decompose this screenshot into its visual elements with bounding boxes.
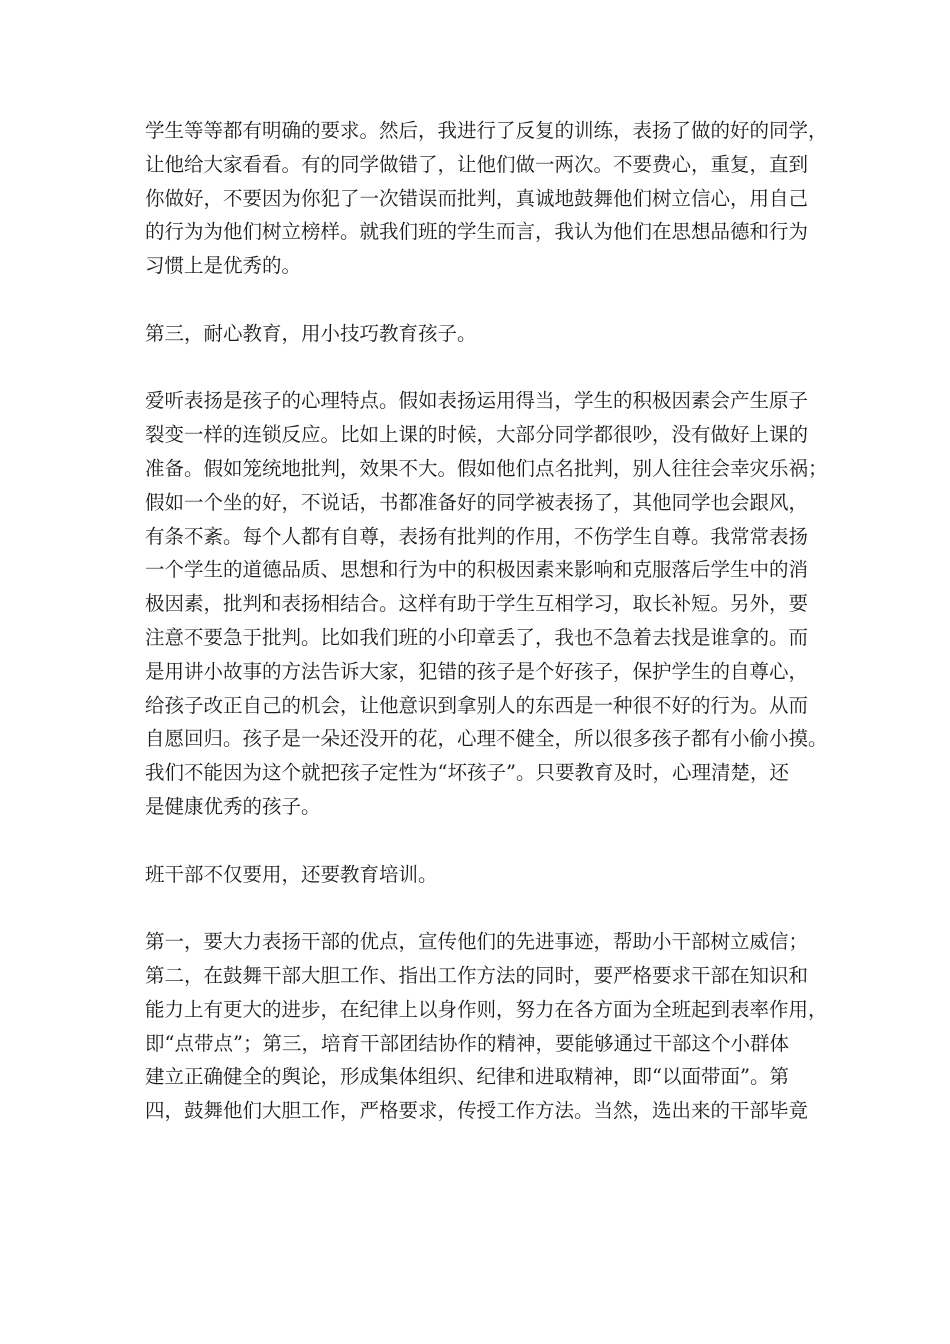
paragraph-praise-training <box>145 114 828 283</box>
text-line: 学生等等都有明确的要求。然后，我进行了反复的训练，表扬了做的好的同学， <box>145 119 828 142</box>
text-line: 假如一个坐的好，不说话，书都准备好的同学被表扬了，其他同学也会跟风， <box>145 490 809 514</box>
text-line: 爱听表扬是孩子的心理特点。假如表扬运用得当，学生的积极因素会产生原子 <box>145 389 809 413</box>
text-line: 班干部不仅要用，还要教育培训。 <box>145 862 438 886</box>
text-line: 极因素，批判和表扬相结合。这样有助于学生互相学习，取长补短。另外，要 <box>145 592 809 616</box>
text-line: 能力上有更大的进步，在纪律上以身作则，努力在各方面为全班起到表率作用， <box>145 997 828 1021</box>
text-line: 注意不要急于批判。比如我们班的小印章丢了，我也不急着去找是谁拿的。而 <box>145 625 809 649</box>
text-line: 你做好，不要因为你犯了一次错误而批判，真诚地鼓舞他们树立信心，用自己 <box>145 186 809 210</box>
paragraph-gap <box>145 824 810 858</box>
text-line: 第一，要大力表扬干部的优点，宣传他们的先进事迹，帮助小干部树立威信； <box>145 930 809 954</box>
text-line: 习惯上是优秀的。 <box>145 254 302 278</box>
text-line: 第三，耐心教育，用小技巧教育孩子。 <box>145 321 477 345</box>
text-line: 是健康优秀的孩子。 <box>145 794 321 818</box>
paragraph-cadre-training <box>145 925 828 1128</box>
text-line: 准备。假如笼统地批判，效果不大。假如他们点名批判，别人往往会幸灾乐祸； <box>145 456 828 480</box>
text-line: 建立正确健全的舆论，形成集体组织、纪律和进取精神，即“以面带面”。第 <box>145 1065 789 1089</box>
text-line: 有条不紊。每个人都有自尊，表扬有批判的作用，不伤学生自尊。我常常表扬 <box>145 524 809 548</box>
paragraph-praise-psychology <box>145 384 828 823</box>
section-heading-third <box>145 317 810 351</box>
paragraph-gap <box>145 891 810 925</box>
document-body <box>145 114 828 1128</box>
text-line: 裂变一样的连锁反应。比如上课的时候，大部分同学都很吵，没有做好上课的 <box>145 423 809 447</box>
text-line: 给孩子改正自己的机会，让他意识到拿别人的东西是一种很不好的行为。从而 <box>145 693 809 717</box>
text-line: 自愿回归。孩子是一朵还没开的花，心理不健全，所以很多孩子都有小偷小摸。 <box>145 727 828 751</box>
text-line: 的行为为他们树立榜样。就我们班的学生而言，我认为他们在思想品德和行为 <box>145 220 809 244</box>
text-line: 让他给大家看看。有的同学做错了，让他们做一两次。不要费心，重复，直到 <box>145 152 809 176</box>
text-line: 第二，在鼓舞干部大胆工作、指出工作方法的同时，要严格要求干部在知识和 <box>145 963 809 987</box>
section-heading-class-cadres <box>145 858 810 892</box>
text-line: 即“点带点”；第三，培育干部团结协作的精神，要能够通过干部这个小群体 <box>145 1031 789 1055</box>
text-line: 是用讲小故事的方法告诉大家，犯错的孩子是个好孩子，保护学生的自尊心， <box>145 659 809 683</box>
text-line: 我们不能因为这个就把孩子定性为“坏孩子”。只要教育及时，心理清楚，还 <box>145 761 789 785</box>
text-line: 一个学生的道德品质、思想和行为中的积极因素来影响和克服落后学生中的消 <box>145 558 809 582</box>
paragraph-gap <box>145 283 810 317</box>
text-line: 四，鼓舞他们大胆工作，严格要求，传授工作方法。当然，选出来的干部毕竟 <box>145 1099 809 1123</box>
paragraph-gap <box>145 351 810 385</box>
